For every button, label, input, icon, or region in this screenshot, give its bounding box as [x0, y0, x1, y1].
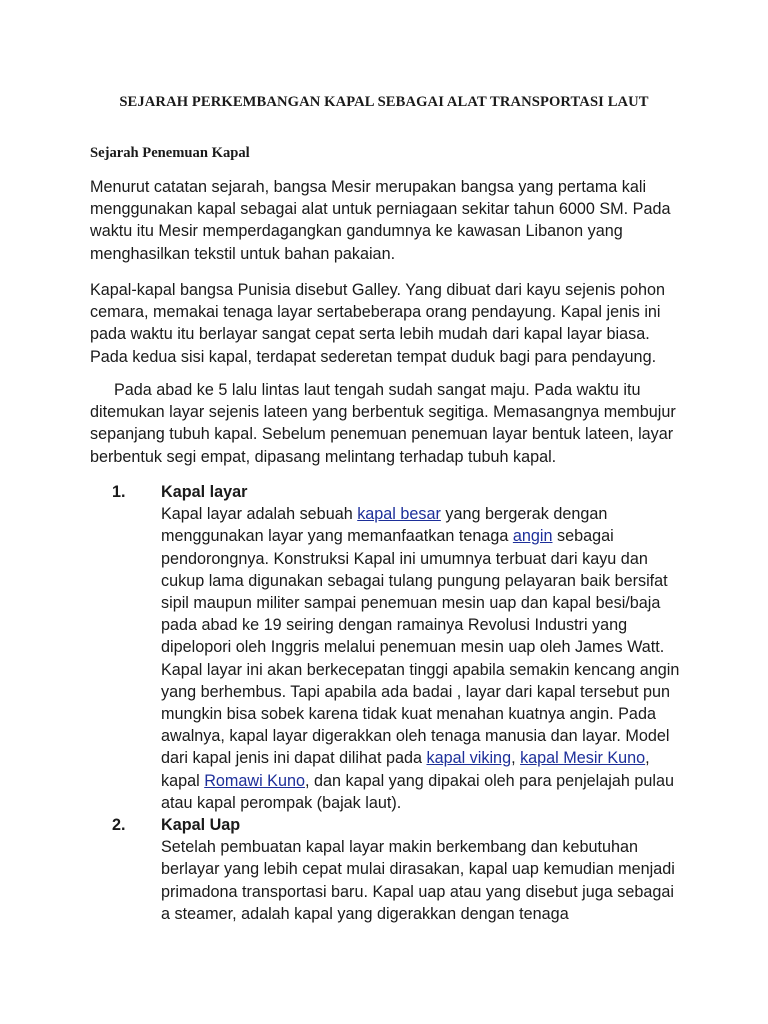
paragraph: Kapal-kapal bangsa Punisia disebut Galley. Yang dibuat dari kayu sejenis pohon cemara, memakai tenaga layar sertabeberapa orang pendayung. Kapal jenis ini pada waktu itu berlayar sangat cepat serta lebih mudah dari kapal layar biasa. Pada kedua sisi kapal, terdapat sederetan tempat duduk bagi para pendayung.: [90, 281, 666, 366]
body-text: yang bergerak dengan menggunakan layar yang memanfaatkan tenaga: [161, 505, 608, 546]
link-kapal-viking[interactable]: kapal viking: [426, 749, 512, 768]
link-angin[interactable]: angin: [512, 527, 553, 546]
list-number: 2.: [112, 816, 126, 835]
paragraph: Menurut catatan sejarah, bangsa Mesir merupakan bangsa yang pertama kali menggunakan kapal sebagai alat untuk perniagaan sekitar tahun 6000 SM. Pada waktu itu Mesir memperdagangkan gandumnya ke kawasan Libanon yang menghasilkan tekstil untuk bahan pakaian.: [90, 178, 671, 263]
numbered-list: [90, 481, 682, 925]
list-item-kapal-layar: [90, 481, 682, 814]
body-text: sebagai pendorongnya. Konstruksi Kapal ini umumnya terbuat dari kayu dan cukup lama digunakan sebagai tulang pungung pelayaran baik bersifat sipil maupun militer sampai penemuan mesin uap dan kapal besi/baja pada abad ke 19 seiring dengan ramainya Revolusi Industri yang dipelopori oleh Inggris melalui penemuan mesin uap oleh James Watt. Kapal layar ini akan berkecepatan tinggi apabila semakin kencang angin yang berhembus. Tapi apabila ada badai , layar dari kapal tersebut pun mungkin bisa sobek karena tidak kuat menahan kuatnya angin. Pada awalnya, kapal layar digerakkan oleh tenaga manusia dan layar. Model dari kapal jenis ini dapat dilihat pada: [161, 527, 680, 768]
document-title: SEJARAH PERKEMBANGAN KAPAL SEBAGAI ALAT TRANSPORTASI LAUT: [119, 94, 649, 110]
body-text: , dan kapal yang dipakai oleh para penjelajah pulau atau kapal perompak (bajak laut).: [161, 771, 674, 812]
body-text: , kapal: [161, 749, 650, 790]
list-item-body: Setelah pembuatan kapal layar makin berkembang dan kebutuhan berlayar yang lebih cepat mulai dirasakan, kapal uap kemudian menjadi primadona transportasi baru. Kapal uap atau yang disebut juga sebagai a steamer, adalah kapal yang digerakkan dengan tenaga: [161, 838, 675, 923]
list-item-kapal-uap: [90, 814, 682, 925]
body-text: Kapal layar adalah sebuah: [161, 505, 358, 524]
link-kapal-besar[interactable]: kapal besar: [357, 505, 441, 524]
paragraph: Pada abad ke 5 lalu lintas laut tengah sudah sangat maju. Pada waktu itu ditemukan layar sejenis lateen yang berbentuk segitiga. Memasangnya membujur sepanjang tubuh kapal. Sebelum penemuan penemuan layar bentuk lateen, layar berbentuk segi empat, dipasang melintang terhadap tubuh kapal.: [90, 381, 676, 466]
link-romawi-kuno[interactable]: Romawi Kuno: [204, 771, 305, 790]
list-item-body: [161, 503, 682, 814]
link-kapal-mesir-kuno[interactable]: kapal Mesir Kuno: [520, 749, 646, 768]
list-item-title: Kapal Uap: [161, 816, 241, 835]
list-item-title: Kapal layar: [161, 483, 248, 501]
section-heading: Sejarah Penemuan Kapal: [90, 145, 250, 161]
body-text: ,: [511, 749, 521, 768]
list-number: 1.: [112, 483, 126, 501]
